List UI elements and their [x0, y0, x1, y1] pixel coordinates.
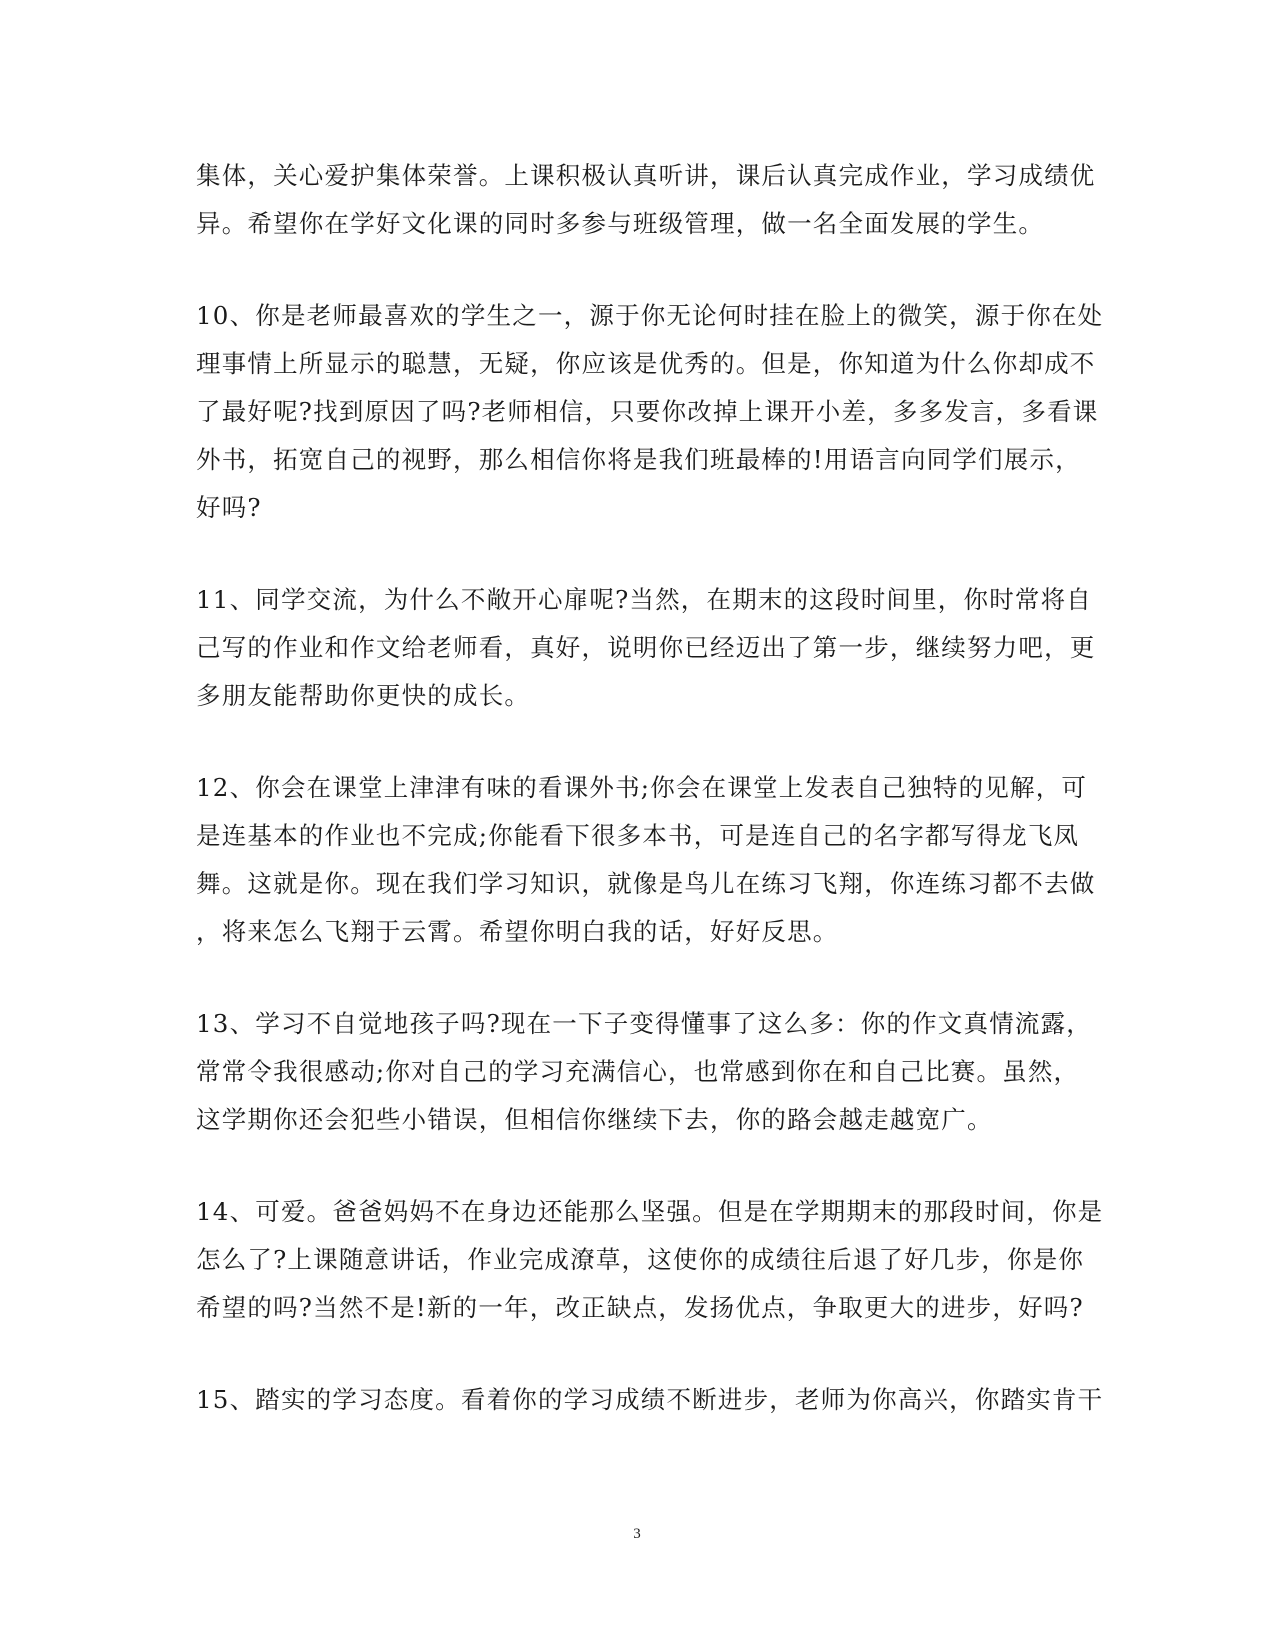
text-line: 异。希望你在学好文化课的同时多参与班级管理，做一名全面发展的学生。 [196, 209, 1045, 238]
text-line: 15、踏实的学习态度。看着你的学习成绩不断进步，老师为你高兴，你踏实肯干 [196, 1385, 1104, 1414]
text-line: 集体，关心爱护集体荣誉。上课积极认真听讲，课后认真完成作业，学习成绩优 [196, 161, 1096, 190]
paragraph-item-10 [196, 292, 1104, 532]
text-line: 这学期你还会犯些小错误，但相信你继续下去，你的路会越走越宽广。 [196, 1105, 993, 1134]
paragraph-item-15 [196, 1376, 1104, 1424]
text-line: 10、你是老师最喜欢的学生之一，源于你无论何时挂在脸上的微笑，源于你在处 [196, 301, 1104, 330]
text-line: 多朋友能帮助你更快的成长。 [196, 681, 531, 710]
paragraph-item-13 [196, 1000, 1093, 1144]
document-body [196, 152, 1104, 1468]
text-line: 常常令我很感动;你对自己的学习充满信心，也常感到你在和自己比赛。虽然， [196, 1057, 1080, 1086]
text-line: 外书，拓宽自己的视野，那么相信你将是我们班最棒的!用语言向同学们展示， [196, 445, 1081, 474]
text-line: 理事情上所显示的聪慧，无疑，你应该是优秀的。但是，你知道为什么你却成不 [196, 349, 1096, 378]
text-line: ，将来怎么飞翔于云霄。希望你明白我的话，好好反思。 [196, 917, 839, 946]
text-line: 14、可爱。爸爸妈妈不在身边还能那么坚强。但是在学期期末的那段时间，你是 [196, 1197, 1104, 1226]
text-line: 己写的作业和作文给老师看，真好，说明你已经迈出了第一步，继续努力吧，更 [196, 633, 1096, 662]
page-number: 3 [633, 1526, 641, 1542]
text-line: 13、学习不自觉地孩子吗?现在一下子变得懂事了这么多：你的作文真情流露， [196, 1009, 1093, 1038]
text-line: 怎么了?上课随意讲话，作业完成潦草，这使你的成绩往后退了好几步，你是你 [196, 1245, 1085, 1274]
paragraph-item-11 [196, 576, 1096, 720]
text-line: 希望的吗?当然不是!新的一年，改正缺点，发扬优点，争取更大的进步，好吗? [196, 1293, 1084, 1322]
text-line: 是连基本的作业也不完成;你能看下很多本书，可是连自己的名字都写得龙飞凤 [196, 821, 1080, 850]
paragraph [196, 152, 1096, 248]
text-line: 了最好呢?找到原因了吗?老师相信，只要你改掉上课开小差，多多发言，多看课 [196, 397, 1099, 426]
text-line: 12、你会在课堂上津津有味的看课外书;你会在课堂上发表自己独特的见解，可 [196, 773, 1088, 802]
paragraph-item-14 [196, 1188, 1104, 1332]
text-line: 舞。这就是你。现在我们学习知识，就像是鸟儿在练习飞翔，你连练习都不去做 [196, 869, 1096, 898]
text-line: 11、同学交流，为什么不敞开心扉呢?当然，在期末的这段时间里，你时常将自 [196, 585, 1093, 614]
paragraph-item-12 [196, 764, 1096, 956]
text-line: 好吗? [196, 493, 262, 522]
